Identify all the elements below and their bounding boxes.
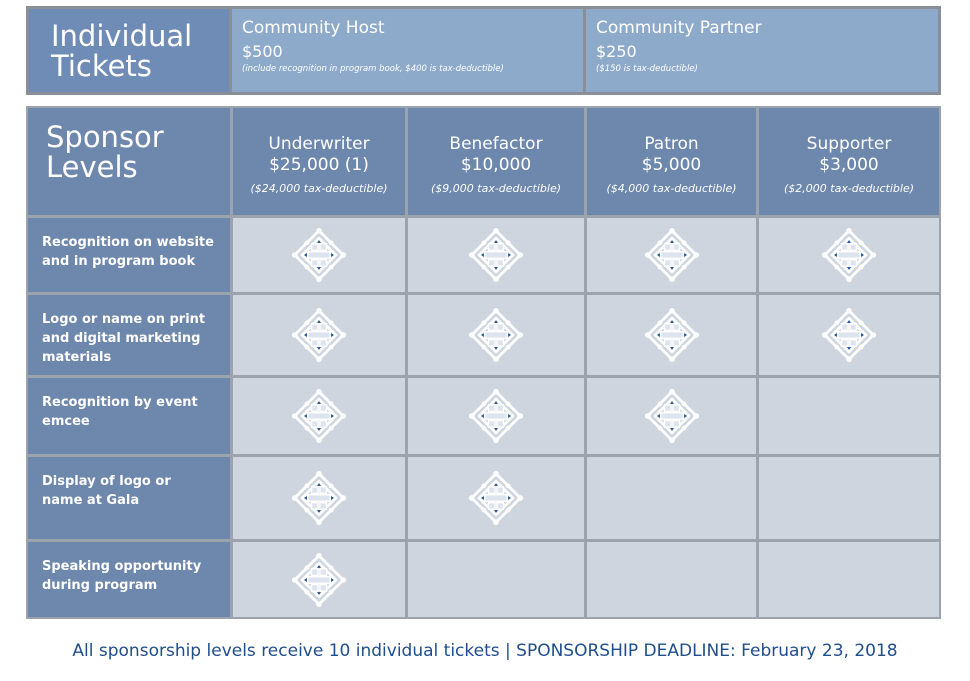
community-host-note: (include recognition in program book, $400 is tax-deductible) bbox=[242, 64, 504, 74]
benefit-label-line: Speaking opportunity bbox=[42, 559, 202, 574]
benefit-cell bbox=[587, 218, 756, 292]
benefit-cell bbox=[759, 218, 939, 292]
benefit-label-cell bbox=[28, 457, 230, 539]
community-partner-price: $250 bbox=[596, 42, 637, 61]
diamond-emblem-icon bbox=[644, 388, 700, 444]
benefit-cell bbox=[759, 295, 939, 375]
benefit-cell bbox=[587, 378, 756, 454]
community-host-price: $500 bbox=[242, 42, 283, 61]
diamond-emblem-icon bbox=[644, 307, 700, 363]
benefit-cell bbox=[587, 457, 756, 539]
diamond-emblem-icon bbox=[468, 307, 524, 363]
diamond-emblem-icon bbox=[291, 227, 347, 283]
community-host-name: Community Host bbox=[242, 18, 385, 38]
level-underwriter bbox=[233, 108, 405, 215]
benefit-cell bbox=[233, 542, 405, 617]
benefit-label-cell bbox=[28, 218, 230, 292]
level-tax: ($4,000 tax-deductible) bbox=[606, 182, 737, 195]
benefit-cell bbox=[408, 295, 584, 375]
benefit-label-line: and in program book bbox=[42, 254, 196, 269]
benefit-cell bbox=[759, 378, 939, 454]
tickets-title bbox=[51, 21, 192, 81]
level-benefactor bbox=[408, 108, 584, 215]
benefit-cell bbox=[587, 542, 756, 617]
benefit-label-line: Recognition by event bbox=[42, 395, 198, 410]
benefit-label bbox=[42, 472, 220, 510]
benefit-cell bbox=[759, 457, 939, 539]
level-tax: ($9,000 tax-deductible) bbox=[430, 182, 562, 195]
tickets-title-line1: Individual bbox=[51, 19, 193, 53]
tickets-title-line2: Tickets bbox=[51, 49, 152, 83]
diamond-emblem-icon bbox=[468, 470, 524, 526]
level-price: $3,000 bbox=[819, 155, 879, 175]
sponsor-levels-title bbox=[46, 122, 164, 182]
benefit-label-line: Display of logo or bbox=[42, 474, 171, 489]
sponsor-levels-title-cell bbox=[28, 108, 230, 215]
benefit-cell bbox=[587, 295, 756, 375]
diamond-emblem-icon bbox=[291, 307, 347, 363]
benefit-cell bbox=[759, 542, 939, 617]
diamond-emblem-icon bbox=[291, 552, 347, 608]
benefit-label-line: Recognition on website bbox=[42, 235, 214, 250]
benefit-cell bbox=[233, 295, 405, 375]
benefit-label-line: emcee bbox=[42, 414, 90, 429]
benefit-cell bbox=[233, 218, 405, 292]
benefit-label bbox=[42, 233, 220, 271]
diamond-emblem-icon bbox=[291, 470, 347, 526]
diamond-emblem-icon bbox=[468, 227, 524, 283]
level-supporter bbox=[759, 108, 939, 215]
benefit-cell bbox=[408, 542, 584, 617]
benefit-cell bbox=[233, 378, 405, 454]
level-name: Patron bbox=[644, 134, 699, 154]
benefit-label-line: Logo or name on print bbox=[42, 312, 206, 327]
diamond-emblem-icon bbox=[644, 227, 700, 283]
benefit-label-cell bbox=[28, 542, 230, 617]
individual-tickets-panel bbox=[26, 6, 941, 95]
benefit-label-cell bbox=[28, 295, 230, 375]
level-price: $5,000 bbox=[641, 155, 702, 175]
diamond-emblem-icon bbox=[468, 388, 524, 444]
community-partner-note: ($150 is tax-deductible) bbox=[596, 64, 698, 74]
level-patron bbox=[587, 108, 756, 215]
diamond-emblem-icon bbox=[821, 307, 877, 363]
benefit-cell bbox=[408, 457, 584, 539]
diamond-emblem-icon bbox=[291, 388, 347, 444]
tickets-title-cell bbox=[29, 9, 232, 92]
community-partner-name: Community Partner bbox=[596, 18, 762, 38]
benefit-cell bbox=[233, 457, 405, 539]
level-name: Supporter bbox=[806, 134, 892, 154]
level-name: Benefactor bbox=[449, 134, 543, 154]
level-price: $10,000 bbox=[460, 155, 532, 175]
benefit-label bbox=[42, 310, 220, 367]
benefit-label bbox=[42, 393, 220, 431]
benefit-label-line: materials bbox=[42, 350, 112, 365]
sponsor-levels-table bbox=[26, 106, 941, 619]
benefit-label-line: name at Gala bbox=[42, 493, 140, 508]
sponsor-title-line1: Sponsor bbox=[46, 120, 164, 154]
footer-note: All sponsorship levels receive 10 individual tickets | SPONSORSHIP DEADLINE: February 23, 2018 bbox=[72, 641, 898, 661]
level-name: Underwriter bbox=[268, 134, 370, 154]
diamond-emblem-icon bbox=[821, 227, 877, 283]
benefit-cell bbox=[408, 218, 584, 292]
benefit-label-cell bbox=[28, 378, 230, 454]
community-host-cell bbox=[232, 9, 586, 92]
benefit-label-line: during program bbox=[42, 578, 158, 593]
benefit-cell bbox=[408, 378, 584, 454]
level-tax: ($24,000 tax-deductible) bbox=[250, 182, 388, 195]
benefit-label bbox=[42, 557, 220, 595]
benefit-label-line: and digital marketing bbox=[42, 331, 201, 346]
level-price: $25,000 (1) bbox=[269, 155, 369, 175]
level-tax: ($2,000 tax-deductible) bbox=[783, 182, 915, 195]
sponsor-title-line2: Levels bbox=[46, 150, 138, 184]
community-partner-cell bbox=[586, 9, 938, 92]
